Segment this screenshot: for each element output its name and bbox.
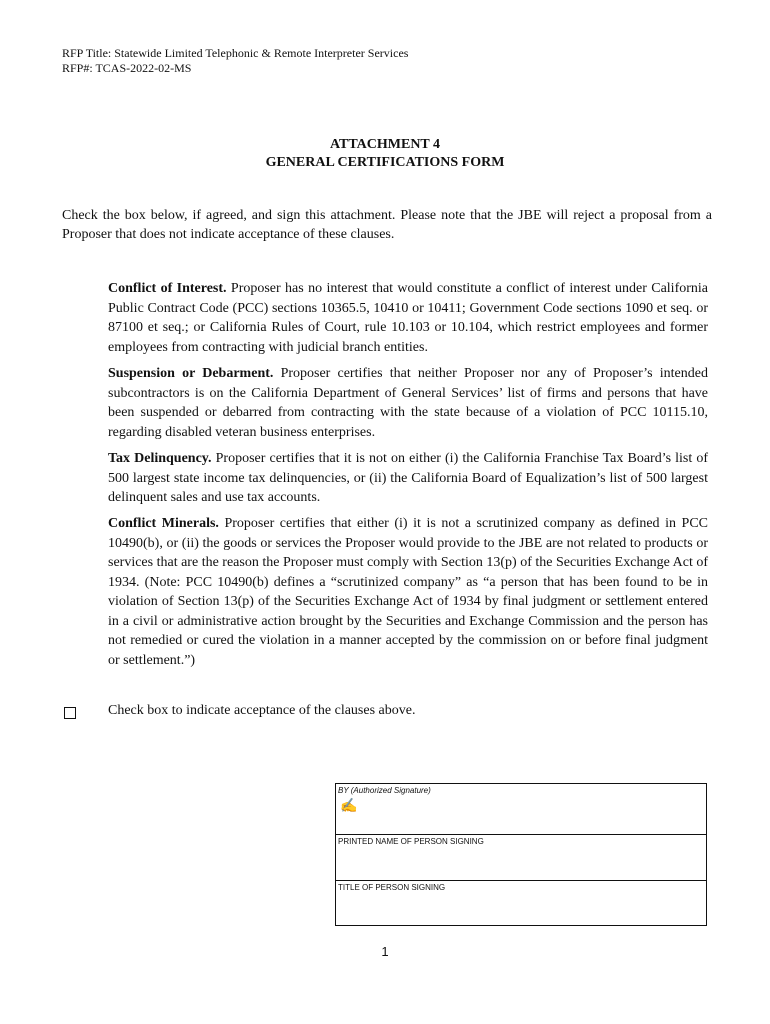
clause-conflict-of-interest xyxy=(108,279,708,357)
signature-label: BY (Authorized Signature) xyxy=(338,786,431,795)
printed-name-label: PRINTED NAME OF PERSON SIGNING xyxy=(338,837,484,846)
form-title: GENERAL CERTIFICATIONS FORM xyxy=(265,155,505,170)
title-field[interactable] xyxy=(336,881,706,924)
clause-heading: Suspension or Debarment. xyxy=(108,366,274,381)
clause-heading: Conflict Minerals. xyxy=(108,516,219,531)
signature-block xyxy=(335,783,707,926)
clause-text: Proposer certifies that either (i) it is not a scrutinized company as defined in PCC 10490(b), or (ii) the goods or services the Proposer would provide to the JBE are not related to products or services that are the reason the Proposer must comply with Section 13(p) of the Securities Exchange Act of 1934. (Note: PCC 10490(b) defines a “scrutinized company” as “a person that has been found to be in violation of Section 13(p) of the Securities Exchange Act of 1934 by final judgment or settlement entered in a civil or administrative action brought by the Securities and Exchange Commission and the person has not remedied or cured the violation in a manner accepted by the commission on or before final judgment or settlement.”) xyxy=(108,516,708,668)
clause-heading: Conflict of Interest. xyxy=(108,281,227,296)
clause-conflict-minerals xyxy=(108,514,708,670)
intro-paragraph: Check the box below, if agreed, and sign this attachment. Please note that the JBE will reject a proposal from a Proposer that does not indicate acceptance of these clauses. xyxy=(62,208,712,242)
attachment-heading: ATTACHMENT 4 xyxy=(329,137,441,152)
page-number: 1 xyxy=(381,944,389,959)
clause-heading: Tax Delinquency. xyxy=(108,451,212,466)
clause-tax-delinquency xyxy=(108,449,708,508)
acceptance-label: Check box to indicate acceptance of the clauses above. xyxy=(108,703,416,718)
printed-name-field[interactable] xyxy=(336,835,706,881)
signature-field[interactable] xyxy=(336,784,706,835)
pen-icon: ✍ xyxy=(340,799,358,814)
rfp-number: RFP#: TCAS-2022-02-MS xyxy=(62,61,192,75)
clause-text: Proposer certifies that neither Proposer nor any of Proposer’s intended subcontractors is on the California Department of General Services’ list of firms and persons that have been suspended or debarred from contracting with the state because of a violation of PCC 10115.10, regarding disabled veteran business enterprises. xyxy=(108,366,708,440)
title-label: TITLE OF PERSON SIGNING xyxy=(338,883,446,892)
acceptance-checkbox[interactable] xyxy=(64,707,76,719)
clause-text: Proposer has no interest that would constitute a conflict of interest under California Public Contract Code (PCC) sections 10365.5, 10410 or 10411; Government Code sections 1090 et seq. or 87100 et seq.; or California Rules of Court, rule 10.103 or 10.104, which restrict employees and former employees from contracting with judicial branch entities. xyxy=(108,281,708,355)
rfp-title: RFP Title: Statewide Limited Telephonic & Remote Interpreter Services xyxy=(62,46,409,60)
clause-suspension-debarment xyxy=(108,364,708,442)
document-header xyxy=(62,46,408,76)
clause-text: Proposer certifies that it is not on either (i) the California Franchise Tax Board’s list of 500 largest state income tax delinquencies, or (ii) the California Board of Equalization’s list of 500 largest delinquent sales and use tax accounts. xyxy=(108,451,708,505)
